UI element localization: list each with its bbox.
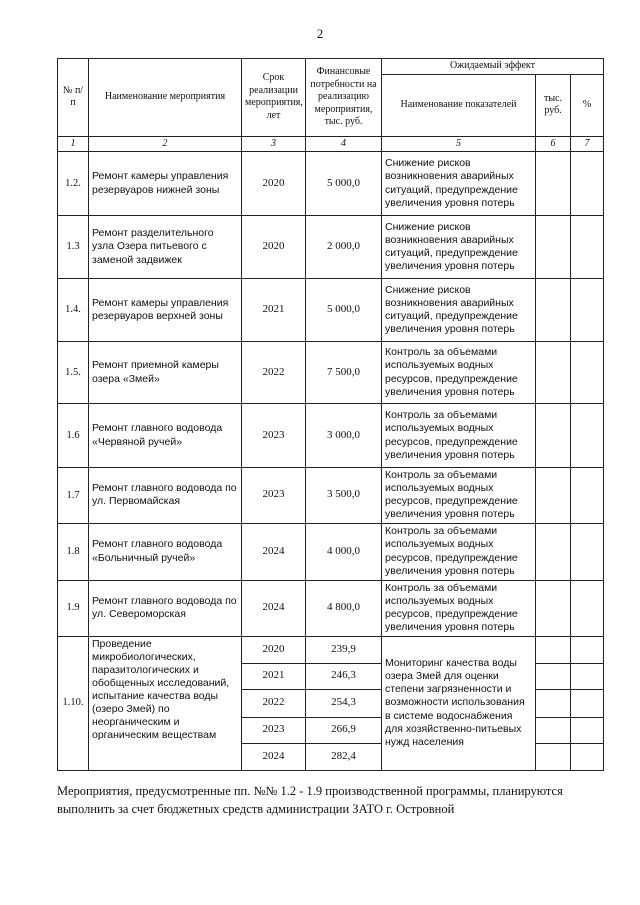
row-thousand-rub xyxy=(536,580,571,636)
row-name: Ремонт камеры управления резервуаров верхней зоны xyxy=(89,279,242,342)
row-name: Ремонт главного водовода «Червяной ручей» xyxy=(89,404,242,468)
row-year: 2022 xyxy=(242,342,306,404)
table-row xyxy=(58,342,604,404)
table-row xyxy=(58,152,604,216)
row-name: Ремонт главного водовода по ул. Североморская xyxy=(89,580,242,636)
row-finance: 2 000,0 xyxy=(306,216,382,279)
table-row xyxy=(58,404,604,468)
row-finance: 4 000,0 xyxy=(306,523,382,580)
row-percent xyxy=(571,580,604,636)
row-thousand-rub xyxy=(536,216,571,279)
page-number: 2 xyxy=(316,26,324,41)
row-thousand-rub xyxy=(536,279,571,342)
row-year: 2020 xyxy=(242,636,306,663)
row-indicator: Контроль за объемами используемых водных ресурсов, предупреждение увеличения уровня потерь xyxy=(382,404,536,468)
row-thousand-rub xyxy=(536,689,571,717)
row-percent xyxy=(571,663,604,689)
col-index: 7 xyxy=(571,136,604,152)
row-year: 2022 xyxy=(242,689,306,717)
row-indicator: Снижение рисков возникновения аварийных ситуаций, предупреждение увеличения уровня потерь xyxy=(382,152,536,216)
row-num: 1.8 xyxy=(58,523,89,580)
row-finance: 266,9 xyxy=(306,717,382,743)
row-thousand-rub xyxy=(536,717,571,743)
row-indicator: Снижение рисков возникновения аварийных ситуаций, предупреждение увеличения уровня потерь xyxy=(382,216,536,279)
row-num: 1.10. xyxy=(58,636,89,770)
row-indicator: Мониторинг качества воды озера Змей для оценки степени загрязненности и возможности использования в системе водоснабжения для хозяйственно-питьевых нужд населения xyxy=(382,636,536,770)
row-name: Проведение микробиологических, паразитологических и обобщенных исследований, испытание качества воды (озеро Змей) по неорганическим и органическим веществам xyxy=(89,636,242,770)
row-num: 1.3 xyxy=(58,216,89,279)
row-percent xyxy=(571,689,604,717)
row-thousand-rub xyxy=(536,663,571,689)
row-finance: 282,4 xyxy=(306,743,382,770)
header-percent: % xyxy=(571,74,604,136)
col-index: 5 xyxy=(382,136,536,152)
row-finance: 7 500,0 xyxy=(306,342,382,404)
table-row xyxy=(58,636,604,663)
col-index: 2 xyxy=(89,136,242,152)
table-row xyxy=(58,468,604,524)
row-num: 1.4. xyxy=(58,279,89,342)
row-percent xyxy=(571,216,604,279)
row-num: 1.5. xyxy=(58,342,89,404)
row-year: 2021 xyxy=(242,663,306,689)
row-indicator: Контроль за объемами используемых водных ресурсов, предупреждение увеличения уровня потерь xyxy=(382,523,536,580)
table-row xyxy=(58,279,604,342)
row-num: 1.7 xyxy=(58,468,89,524)
row-thousand-rub xyxy=(536,636,571,663)
row-indicator: Снижение рисков возникновения аварийных ситуаций, предупреждение увеличения уровня потерь xyxy=(382,279,536,342)
row-year: 2024 xyxy=(242,743,306,770)
program-table xyxy=(57,58,604,771)
row-percent xyxy=(571,404,604,468)
row-percent xyxy=(571,743,604,770)
row-year: 2023 xyxy=(242,717,306,743)
row-indicator: Контроль за объемами используемых водных ресурсов, предупреждение увеличения уровня потерь xyxy=(382,342,536,404)
row-finance: 3 500,0 xyxy=(306,468,382,524)
row-num: 1.6 xyxy=(58,404,89,468)
table-row xyxy=(58,216,604,279)
col-index: 3 xyxy=(242,136,306,152)
row-finance: 3 000,0 xyxy=(306,404,382,468)
col-index: 4 xyxy=(306,136,382,152)
row-percent xyxy=(571,523,604,580)
row-finance: 254,3 xyxy=(306,689,382,717)
row-name: Ремонт камеры управления резервуаров нижней зоны xyxy=(89,152,242,216)
row-indicator: Контроль за объемами используемых водных ресурсов, предупреждение увеличения уровня потерь xyxy=(382,468,536,524)
row-finance: 5 000,0 xyxy=(306,279,382,342)
row-year: 2023 xyxy=(242,404,306,468)
col-index: 6 xyxy=(536,136,571,152)
row-num: 1.2. xyxy=(58,152,89,216)
row-percent xyxy=(571,152,604,216)
row-finance: 4 800,0 xyxy=(306,580,382,636)
row-year: 2024 xyxy=(242,580,306,636)
row-percent xyxy=(571,279,604,342)
column-index-row xyxy=(58,136,604,152)
col-index: 1 xyxy=(58,136,89,152)
row-thousand-rub xyxy=(536,404,571,468)
row-year: 2020 xyxy=(242,152,306,216)
header-name: Наименование мероприятия xyxy=(89,59,242,137)
header-effect: Ожидаемый эффект xyxy=(382,59,604,75)
row-finance: 5 000,0 xyxy=(306,152,382,216)
row-percent xyxy=(571,636,604,663)
row-year: 2023 xyxy=(242,468,306,524)
row-name: Ремонт разделительного узла Озера питьевого с заменой задвижек xyxy=(89,216,242,279)
row-percent xyxy=(571,717,604,743)
row-indicator: Контроль за объемами используемых водных ресурсов, предупреждение увеличения уровня потерь xyxy=(382,580,536,636)
row-finance: 239,9 xyxy=(306,636,382,663)
row-finance: 246,3 xyxy=(306,663,382,689)
row-percent xyxy=(571,342,604,404)
header-term: Срок реализации мероприятия, лет xyxy=(242,59,306,137)
table-row xyxy=(58,580,604,636)
row-thousand-rub xyxy=(536,342,571,404)
row-num: 1.9 xyxy=(58,580,89,636)
row-name: Ремонт главного водовода «Больничный ручей» xyxy=(89,523,242,580)
row-name: Ремонт приемной камеры озера «Змей» xyxy=(89,342,242,404)
row-year: 2021 xyxy=(242,279,306,342)
table-row xyxy=(58,523,604,580)
header-num: № п/п xyxy=(58,59,89,137)
row-thousand-rub xyxy=(536,743,571,770)
footnote: Мероприятия, предусмотренные пп. №№ 1.2 - 1.9 производственной программы, планируются выполнить за счет бюджетных средств администрации ЗАТО г. Островной xyxy=(57,784,563,816)
header-thousand-rub: тыс. руб. xyxy=(536,74,571,136)
header-finance: Финансовые потребности на реализацию мероприятия, тыс. руб. xyxy=(306,59,382,137)
row-percent xyxy=(571,468,604,524)
row-name: Ремонт главного водовода по ул. Первомайская xyxy=(89,468,242,524)
row-year: 2024 xyxy=(242,523,306,580)
row-thousand-rub xyxy=(536,152,571,216)
header-indicator: Наименование показателей xyxy=(382,74,536,136)
row-year: 2020 xyxy=(242,216,306,279)
row-thousand-rub xyxy=(536,523,571,580)
row-thousand-rub xyxy=(536,468,571,524)
